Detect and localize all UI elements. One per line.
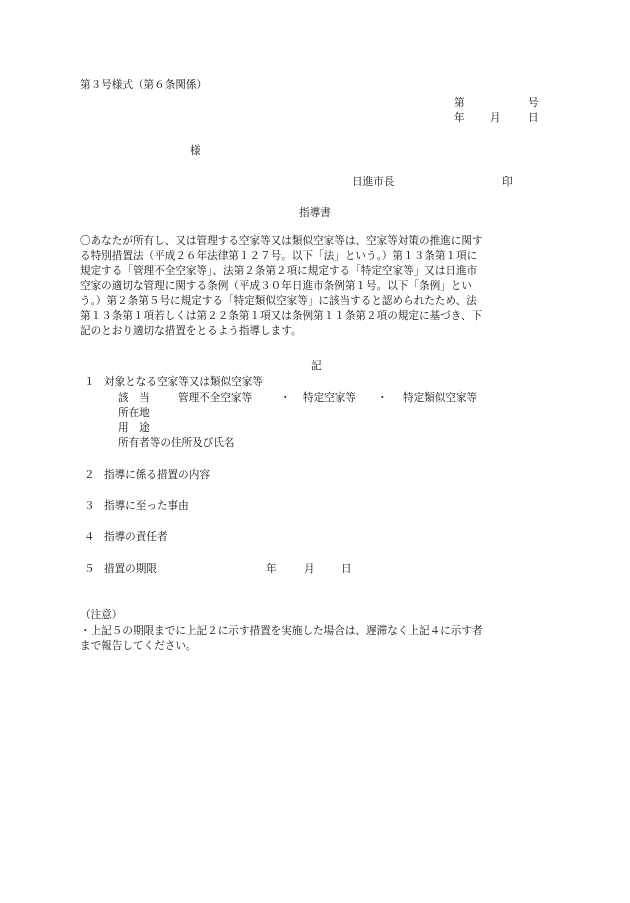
note-line: まで報告してください。 [80, 640, 197, 652]
issuer: 日進市長 [352, 176, 395, 188]
body-line: 規定する「管理不全空家等」、法第２条第２項に規定する「特定空家等」又は日進市 [80, 265, 478, 277]
body-line: る特別措置法（平成２６年法律第１２７号。以下「法」という。）第１３条第１項に [80, 250, 478, 262]
item1-number: １ [84, 376, 95, 388]
option-tokutei-ruiji: 特定類似空家等 [403, 392, 478, 404]
item5-number: ５ [84, 563, 95, 575]
page-title: 指導書 [299, 207, 331, 219]
item3-number: ３ [84, 500, 95, 512]
body-paragraph [80, 234, 554, 339]
item1-owner-label: 所有者等の住所及び氏名 [118, 437, 235, 449]
body-line: 第１３条第１項若しくは第２２条第１項又は条例第１１条第２項の規定に基づき、下 [80, 310, 483, 322]
item1-label: 対象となる空家等又は類似空家等 [104, 376, 263, 388]
option-separator: ・ [280, 392, 291, 404]
item5-label: 措置の期限 [104, 563, 157, 575]
item4-label: 指導の責任者 [104, 531, 168, 543]
item2-label: 指導に係る措置の内容 [104, 469, 210, 481]
item1-gaitou-label: 該 当 [118, 392, 150, 404]
doc-number-suffix: 号 [528, 97, 539, 109]
item1-use-label: 用 途 [118, 422, 150, 434]
form-label: 第３号様式（第６条関係） [80, 79, 208, 91]
date-year: 年 [454, 112, 465, 124]
note-heading: （注意） [80, 609, 123, 621]
option-kanri-fuzen: 管理不全空家等 [178, 392, 253, 404]
item2-number: ２ [84, 469, 95, 481]
note-line: ・上記５の期限までに上記２に示す措置を実施した場合は、遅滞なく上記４に示す者 [80, 625, 483, 637]
item3-label: 指導に至った事由 [104, 500, 189, 512]
option-separator: ・ [377, 392, 388, 404]
ki-heading: 記 [311, 360, 322, 372]
item4-number: ４ [84, 531, 95, 543]
body-line: う。）第２条第５号に規定する「特定類似空家等」に該当すると認められたため、法 [80, 295, 477, 307]
date-day: 日 [528, 112, 539, 124]
seal-mark: 印 [502, 176, 513, 188]
body-line: 〇あなたが所有し、又は管理する空家等又は類似空家等は、空家等対策の推進に関す [80, 235, 483, 247]
body-line: 空家の適切な管理に関する条例（平成３０年日進市条例第１号。以下「条例」とい [80, 280, 472, 292]
addressee-suffix: 様 [190, 145, 201, 157]
date-month: 月 [490, 112, 501, 124]
item5-day: 日 [341, 563, 352, 575]
item5-year: 年 [266, 563, 277, 575]
doc-number-prefix: 第 [454, 97, 465, 109]
item5-month: 月 [304, 563, 315, 575]
body-line: 記のとおり適切な措置をとるよう指導します。 [80, 325, 302, 337]
item1-location-label: 所在地 [118, 407, 150, 419]
option-tokutei: 特定空家等 [303, 392, 356, 404]
